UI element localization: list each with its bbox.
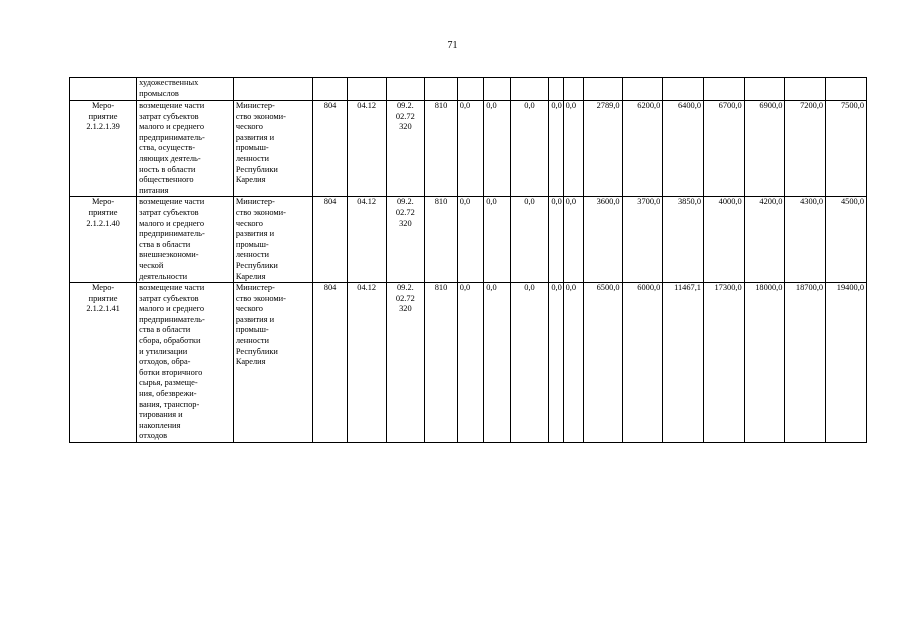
vr-cell: 810 [425, 101, 458, 197]
description-cell: художественных промыслов [137, 78, 234, 101]
page-number: 71 [447, 40, 458, 51]
year-value-cell: 6200,0 [622, 101, 663, 197]
executor-cell: Министер- ство экономи- ческого развития и промыш- ленности Республики Карелия [233, 101, 312, 197]
value-cell: 0,0 [457, 101, 483, 197]
executor-cell: Министер- ство экономи- ческого развития и промыш- ленности Республики Карелия [233, 197, 312, 283]
value-cell: 0,0 [484, 197, 510, 283]
value-cell: 0,0 [484, 283, 510, 443]
executor-cell: Министер- ство экономи- ческого развития и промыш- ленности Республики Карелия [233, 283, 312, 443]
value-cell: 0,0 [549, 283, 563, 443]
csr-cell: 09.2. 02.72 320 [386, 283, 425, 443]
vr-cell: 810 [425, 197, 458, 283]
year-value-cell: 6900,0 [744, 101, 785, 197]
year-value-cell: 6500,0 [583, 283, 622, 443]
grbs-cell: 804 [313, 197, 348, 283]
table-row [70, 197, 867, 283]
year-value-cell: 2789,0 [583, 101, 622, 197]
value-cell: 0,0 [549, 197, 563, 283]
year-value-cell: 6400,0 [663, 101, 704, 197]
measure-cell [70, 78, 137, 101]
year-value-cell: 7500,0 [826, 101, 867, 197]
csr-cell: 09.2. 02.72 320 [386, 101, 425, 197]
description-cell: возмещение части затрат субъектов малого и среднего предприниматель- ства в области внешнеэкономи- ческой деятельности [137, 197, 234, 283]
year-value-cell: 4000,0 [704, 197, 745, 283]
year-value-cell: 3700,0 [622, 197, 663, 283]
value-cell: 0,0 [510, 197, 549, 283]
year-value-cell: 6700,0 [704, 101, 745, 197]
value-cell: 0,0 [484, 101, 510, 197]
rzpr-cell: 04.12 [347, 101, 386, 197]
rzpr-cell: 04.12 [347, 197, 386, 283]
year-value-cell: 3600,0 [583, 197, 622, 283]
year-value-cell: 4500,0 [826, 197, 867, 283]
year-value-cell: 18000,0 [744, 283, 785, 443]
value-cell: 0,0 [457, 283, 483, 443]
value-cell: 0,0 [549, 101, 563, 197]
year-value-cell: 19400,0 [826, 283, 867, 443]
year-value-cell: 4300,0 [785, 197, 826, 283]
table-row-continuation [70, 78, 867, 101]
description-cell: возмещение части затрат субъектов малого и среднего предприниматель- ства, осуществ- ляющих деятель- ность в области общественного питания [137, 101, 234, 197]
measure-cell: Меро- приятие 2.1.2.1.40 [70, 197, 137, 283]
value-cell: 0,0 [563, 101, 583, 197]
measure-cell: Меро- приятие 2.1.2.1.39 [70, 101, 137, 197]
year-value-cell: 4200,0 [744, 197, 785, 283]
year-value-cell: 17300,0 [704, 283, 745, 443]
year-value-cell: 6000,0 [622, 283, 663, 443]
measure-cell: Меро- приятие 2.1.2.1.41 [70, 283, 137, 443]
table-row [70, 101, 867, 197]
description-cell: возмещение части затрат субъектов малого и среднего предприниматель- ства в области сбора, обработки и утилизации отходов, обра- ботки вторичного сырья, размеще- ния, обезврежи- вания, транспор- тирования и накопления отходов [137, 283, 234, 443]
year-value-cell: 18700,0 [785, 283, 826, 443]
year-value-cell: 3850,0 [663, 197, 704, 283]
grbs-cell: 804 [313, 101, 348, 197]
value-cell: 0,0 [563, 197, 583, 283]
value-cell: 0,0 [457, 197, 483, 283]
value-cell: 0,0 [510, 101, 549, 197]
budget-table [69, 77, 867, 443]
csr-cell: 09.2. 02.72 320 [386, 197, 425, 283]
rzpr-cell: 04.12 [347, 283, 386, 443]
year-value-cell: 11467,1 [663, 283, 704, 443]
vr-cell: 810 [425, 283, 458, 443]
grbs-cell: 804 [313, 283, 348, 443]
value-cell: 0,0 [563, 283, 583, 443]
year-value-cell: 7200,0 [785, 101, 826, 197]
table-row [70, 283, 867, 443]
value-cell: 0,0 [510, 283, 549, 443]
